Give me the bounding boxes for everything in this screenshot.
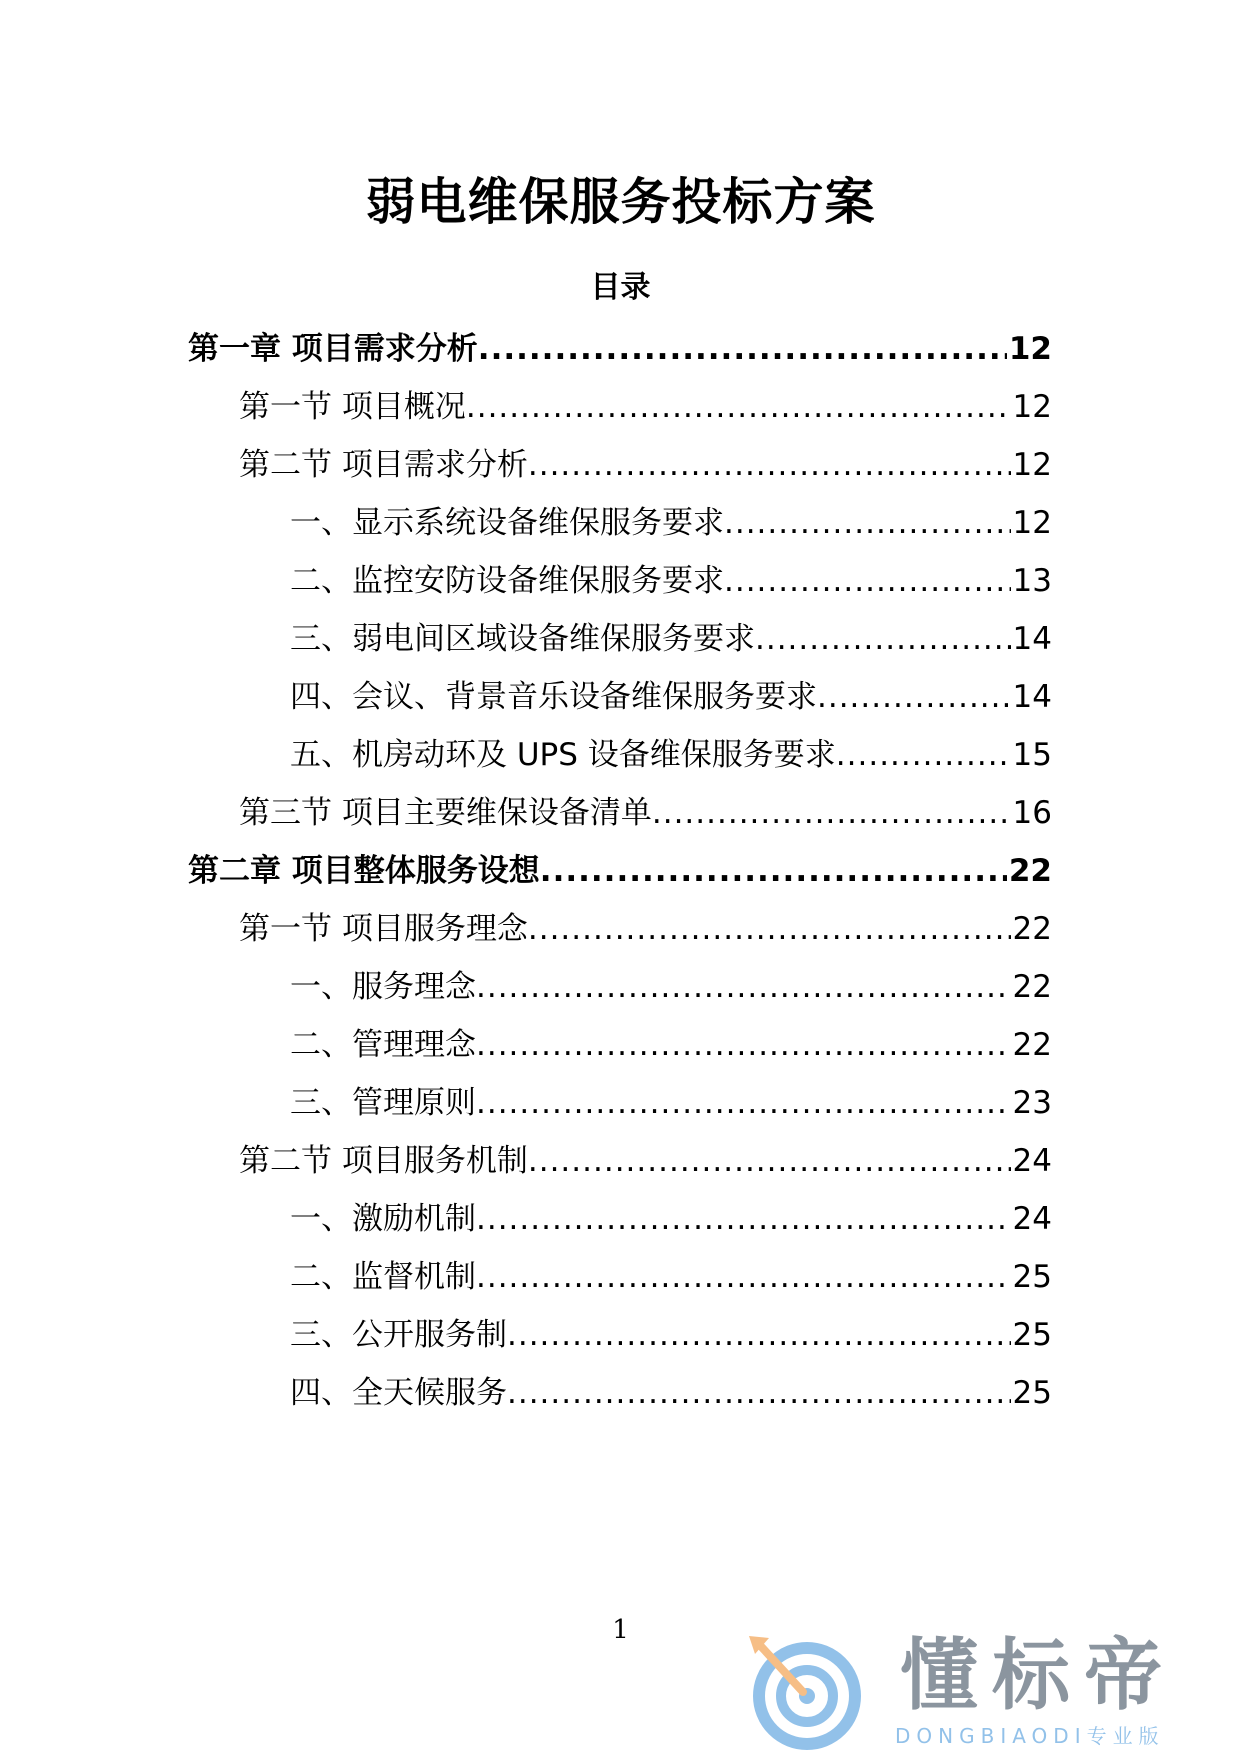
toc-leader-dots <box>724 558 1011 604</box>
document-title: 弱电维保服务投标方案 <box>365 173 876 231</box>
watermark-brand-name: 懂标帝 <box>900 1631 1177 1721</box>
toc-entry-label: 三、弱电间区域设备维保服务要求 <box>290 621 755 657</box>
toc-entry[interactable] <box>290 1370 1052 1416</box>
toc-entry-page: 23 <box>1012 1085 1052 1121</box>
toc-entry-label: 第一节 项目服务理念 <box>239 911 528 947</box>
toc-entry[interactable] <box>290 1022 1052 1068</box>
target-logo-icon <box>745 1630 865 1754</box>
toc-entry-label: 二、监控安防设备维保服务要求 <box>290 563 724 599</box>
toc-leader-dots <box>476 1080 1011 1126</box>
toc-entry-label: 二、管理理念 <box>290 1027 476 1063</box>
toc-entry-page: 25 <box>1012 1375 1052 1411</box>
toc-entry-label: 一、激励机制 <box>290 1201 476 1237</box>
toc-entry[interactable] <box>290 674 1052 720</box>
toc-entry-page: 22 <box>1008 853 1052 889</box>
toc-entry[interactable] <box>239 1138 1052 1184</box>
toc-entry-label: 三、公开服务制 <box>290 1317 507 1353</box>
toc-leader-dots <box>476 964 1011 1010</box>
toc-entry-label: 一、显示系统设备维保服务要求 <box>290 505 724 541</box>
toc-entry-page: 13 <box>1012 563 1052 599</box>
toc-entry[interactable] <box>290 616 1052 662</box>
toc-entry-label: 五、机房动环及 UPS 设备维保服务要求 <box>290 737 836 773</box>
toc-entry-label: 四、会议、背景音乐设备维保服务要求 <box>290 679 817 715</box>
toc-entry[interactable] <box>290 1080 1052 1126</box>
toc-leader-dots <box>476 1022 1011 1068</box>
watermark-subtitle: DONGBIAODI专业版 <box>895 1724 1165 1748</box>
toc-entry[interactable] <box>290 500 1052 546</box>
toc-entry-page: 25 <box>1012 1317 1052 1353</box>
toc-leader-dots <box>652 790 1011 836</box>
toc-entry-page: 12 <box>1012 389 1052 425</box>
toc-entry-label: 第一章 项目需求分析 <box>188 331 478 367</box>
toc-leader-dots <box>528 442 1011 488</box>
toc-entry-label: 第二节 项目需求分析 <box>239 447 528 483</box>
toc-entry-label: 三、管理原则 <box>290 1085 476 1121</box>
toc-entry-page: 14 <box>1012 621 1052 657</box>
toc-entry-label: 第二节 项目服务机制 <box>239 1143 528 1179</box>
toc-entry[interactable] <box>239 790 1052 836</box>
toc-entry-page: 24 <box>1012 1143 1052 1179</box>
toc-leader-dots <box>528 1138 1011 1184</box>
toc-entry-page: 22 <box>1012 969 1052 1005</box>
toc-leader-dots <box>755 616 1011 662</box>
toc-entry[interactable] <box>290 1254 1052 1300</box>
toc-leader-dots <box>507 1370 1011 1416</box>
toc-leader-dots <box>528 906 1011 952</box>
page-number: 1 <box>612 1615 629 1645</box>
toc-entry[interactable] <box>188 848 1052 894</box>
toc-leader-dots <box>836 732 1011 778</box>
toc-leader-dots <box>466 384 1011 430</box>
toc-leader-dots <box>476 1254 1011 1300</box>
toc-entry-page: 16 <box>1012 795 1052 831</box>
toc-entry-label: 第二章 项目整体服务设想 <box>188 853 540 889</box>
toc-entry-page: 12 <box>1012 447 1052 483</box>
toc-leader-dots <box>507 1312 1011 1358</box>
toc-leader-dots <box>476 1196 1011 1242</box>
toc-leader-dots <box>540 848 1007 894</box>
toc-entry-page: 24 <box>1012 1201 1052 1237</box>
toc-entry[interactable] <box>239 906 1052 952</box>
toc-leader-dots <box>817 674 1011 720</box>
toc-entry-page: 14 <box>1012 679 1052 715</box>
toc-leader-dots <box>724 500 1011 546</box>
toc-entry-page: 12 <box>1012 505 1052 541</box>
toc-entry[interactable] <box>290 1312 1052 1358</box>
toc-entry-label: 第一节 项目概况 <box>239 389 466 425</box>
toc-entry-label: 四、全天候服务 <box>290 1375 507 1411</box>
toc-entry-label: 第三节 项目主要维保设备清单 <box>239 795 652 831</box>
toc-entry-page: 15 <box>1012 737 1052 773</box>
toc-entry[interactable] <box>290 1196 1052 1242</box>
toc-entry[interactable] <box>290 732 1052 778</box>
toc-entry[interactable] <box>290 964 1052 1010</box>
toc-heading: 目录 <box>590 270 651 305</box>
toc-entry[interactable] <box>239 442 1052 488</box>
toc-entry-label: 二、监督机制 <box>290 1259 476 1295</box>
toc-leader-dots <box>478 326 1007 372</box>
toc-entry-label: 一、服务理念 <box>290 969 476 1005</box>
toc-entry[interactable] <box>239 384 1052 430</box>
toc-entry[interactable] <box>188 326 1052 372</box>
toc-entry-page: 22 <box>1012 911 1052 947</box>
toc-entry[interactable] <box>290 558 1052 604</box>
toc-entry-page: 25 <box>1012 1259 1052 1295</box>
toc-entry-page: 22 <box>1012 1027 1052 1063</box>
toc-entry-page: 12 <box>1008 331 1052 367</box>
watermark <box>745 1630 1225 1754</box>
